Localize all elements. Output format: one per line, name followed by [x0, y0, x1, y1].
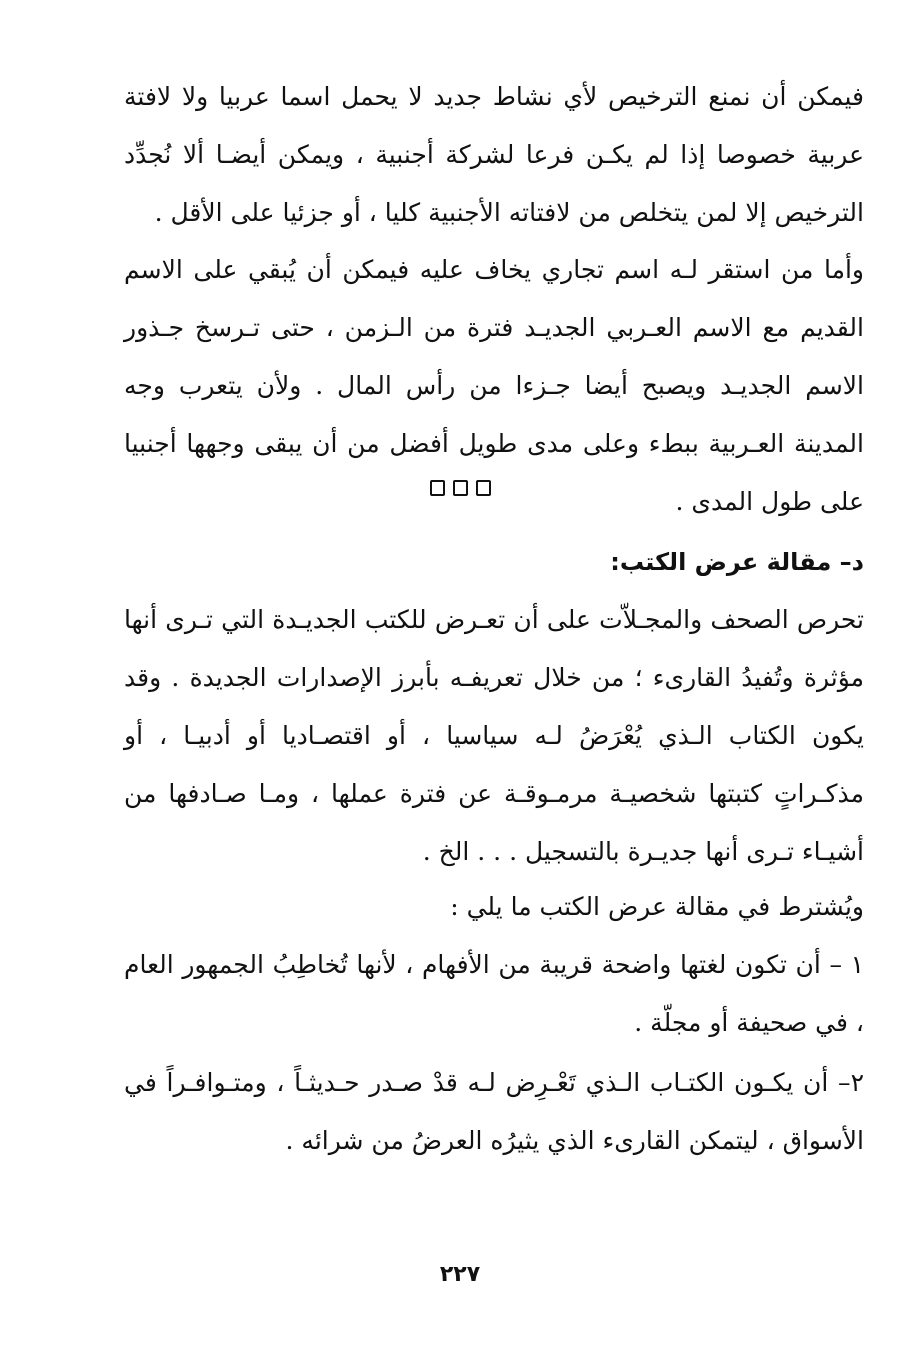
- paragraph-trade-name: وأما من استقر لـه اسم تجاري يخاف عليه فيمكن أن يُبقي على الاسم القديم مع الاسم العـربي الجديـد فترة من الـزمن ، حتى تـرسخ جـذور الاسم الجديـد ويصبح أيضا جـزءا من رأس المال . ولأن يتعرب وجه المدينة العـربية ببطء وعلى مدى طويل أفضل من أن يبقى وجهها أجنبيا على طول المدى .: [124, 255, 864, 516]
- section-heading: د– مقالة عرض الكتب:: [610, 548, 864, 576]
- paragraph-conditions-intro: ويُشترط في مقالة عرض الكتب ما يلي :: [450, 892, 864, 921]
- list-item-condition-2: ٢– أن يكـون الكتـاب الـذي تَعْـرِض لـه قدْ صـدر حـديثـاً ، ومتـوافـراً في الأسواق ، ليتمكن القارىء الذي يثيرُه العرضُ من شرائه .: [124, 1068, 864, 1155]
- square-ornament-icon: [430, 480, 445, 496]
- paragraph-book-review-intro: تحرص الصحف والمجـلاّت على أن تعـرض للكتب الجديـدة التي تـرى أنها مؤثرة وتُفيدُ القارىء ؛ من خلال تعريفـه بأبرز الإصدارات الجديدة . وقد يكون الكتاب الـذي يُعْرَضُ لـه سياسيا ، أو اقتصـاديا أو أدبيـا ، أو مذكـراتٍ كتبتها شخصيـة مرمـوقـة عن فترة عملها ، ومـا صـادفها من أشيـاء تـرى أنها جديـرة بالتسجيل . . . الخ .: [124, 605, 864, 866]
- square-ornament-icon: [453, 480, 468, 496]
- square-ornament-icon: [476, 480, 491, 496]
- page-number: ٢٢٧: [439, 1262, 481, 1287]
- list-item-condition-1: ١ – أن تكون لغتها واضحة قريبة من الأفهام ، لأنها تُخاطِبُ الجمهور العام ، في صحيفة أو مجلّة .: [124, 950, 864, 1037]
- section-separator: [0, 480, 920, 496]
- paragraph-licensing: فيمكن أن نمنع الترخيص لأي نشاط جديد لا يحمل اسما عربيا ولا لافتة عربية خصوصا إذا لم يكـن فرعا لشركة أجنبية ، ويمكن أيضـا ألا نُجدِّد الترخيص إلا لمن يتخلص من لافتاته الأجنبية كليا ، أو جزئيا على الأقل .: [124, 82, 864, 227]
